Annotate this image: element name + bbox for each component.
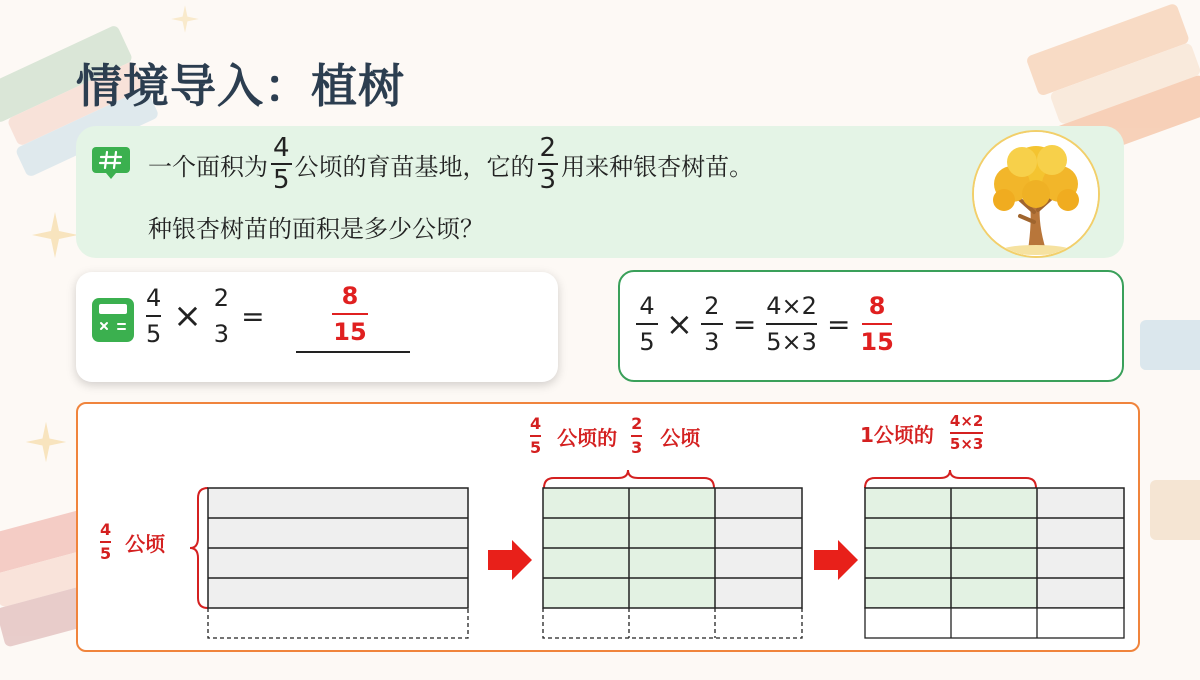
numerator: 2: [631, 414, 643, 433]
denominator: 5×3: [766, 328, 817, 356]
denominator: 15: [333, 318, 367, 346]
numerator: 4: [530, 414, 542, 433]
grid-four-fifths: [208, 488, 468, 638]
numerator: 2: [539, 133, 557, 163]
problem-text: 用来种银杏树苗。: [561, 152, 754, 181]
grid-one-hectare: [865, 488, 1124, 638]
denominator: 5: [100, 544, 112, 563]
right-arrow-icon: [814, 540, 858, 580]
numerator: 8: [868, 292, 886, 320]
numerator: 4: [146, 284, 162, 312]
numerator: 4: [639, 292, 655, 320]
denominator: 5: [639, 328, 655, 356]
denominator: 5×3: [949, 435, 984, 453]
denominator: 5: [146, 320, 162, 348]
left-brace: [190, 488, 208, 608]
label-text: 1公顷的: [860, 422, 934, 447]
denominator: 3: [631, 438, 643, 457]
top-brace-middle: [544, 470, 714, 488]
numerator: 4×2: [766, 292, 817, 320]
page-title: 情境导入：植树: [76, 59, 405, 113]
denominator: 3: [539, 165, 557, 195]
denominator: 5: [530, 438, 542, 457]
problem-text: 公顷的育苗基地，它的: [294, 152, 535, 181]
denominator: 5: [273, 165, 290, 195]
numerator: 4×2: [949, 412, 984, 430]
multiply-sign: ×: [173, 296, 202, 336]
equals-sign: =: [826, 307, 851, 341]
problem-text: 一个面积为: [148, 152, 268, 181]
equals-sign: =: [241, 299, 265, 333]
right-arrow-icon: [488, 540, 532, 580]
problem-line-2: 种银杏树苗的面积是多少公顷？: [148, 215, 484, 243]
label-text: 公顷: [660, 425, 701, 450]
denominator: 15: [860, 328, 894, 356]
multiply-sign: ×: [666, 305, 693, 343]
numerator: 4: [100, 520, 112, 539]
grid-two-thirds-of-four-fifths: [543, 488, 802, 638]
numerator: 8: [341, 282, 359, 310]
equals-sign: =: [732, 307, 757, 341]
label-text: 公顷: [125, 531, 166, 556]
numerator: 4: [273, 133, 290, 163]
denominator: 3: [704, 328, 720, 356]
numerator: 2: [704, 292, 720, 320]
denominator: 3: [213, 320, 230, 348]
numerator: 2: [213, 284, 230, 312]
top-brace-right: [865, 470, 1036, 488]
label-text: 公顷的: [557, 425, 618, 450]
